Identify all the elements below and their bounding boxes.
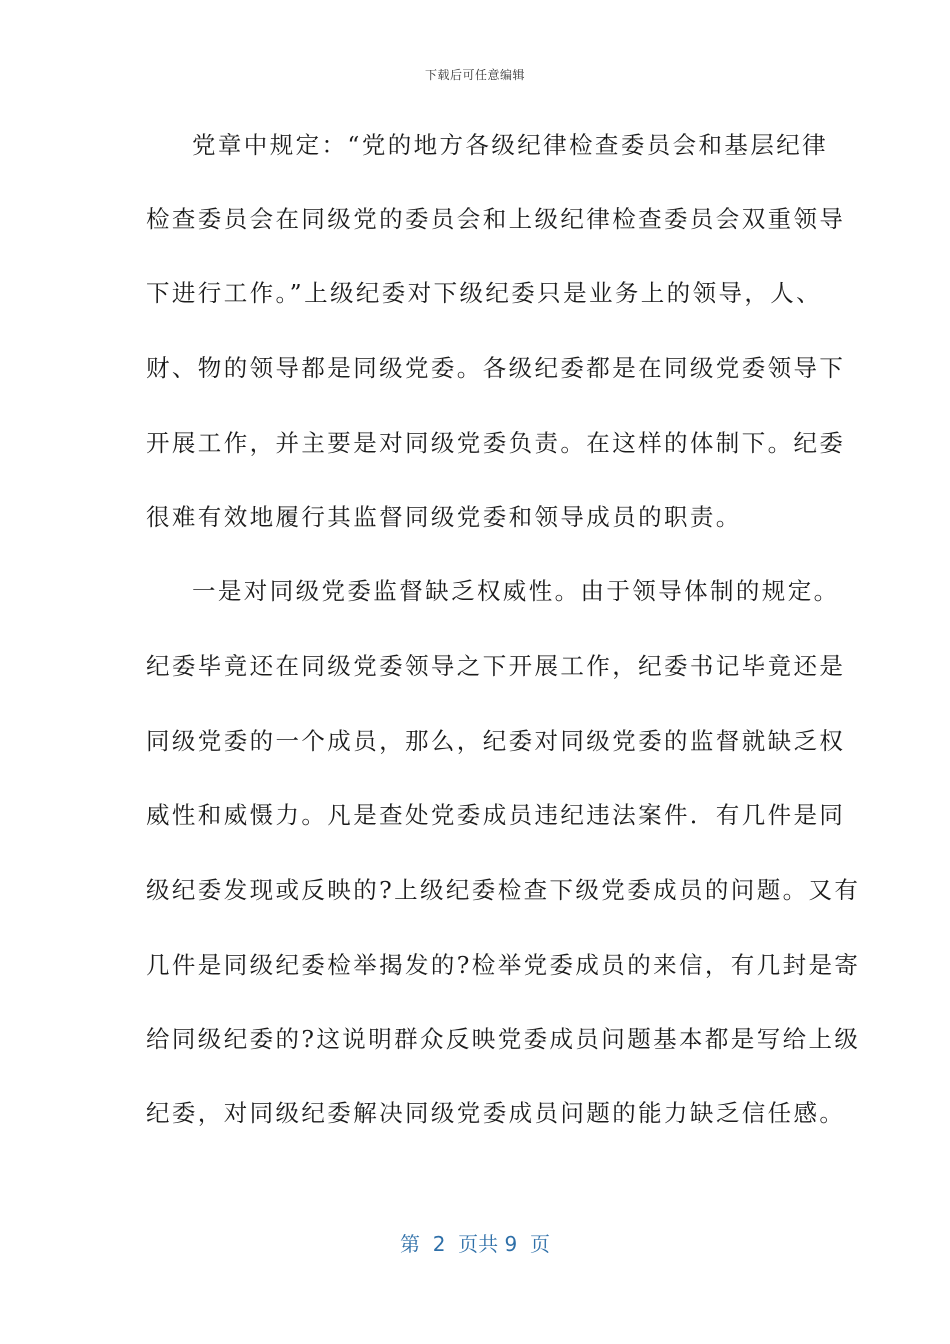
page-number-footer: 第 2 页共 9 页: [400, 1232, 550, 1256]
paragraph-1-line-5: 开展工作，并主要是对同级党委负责。在这样的体制下。纪委: [146, 429, 846, 457]
paragraph-1-line-2: 检查委员会在同级党的委员会和上级纪律检查委员会双重领导: [146, 205, 846, 233]
paragraph-1-line-4: 财、物的领导都是同级党委。各级纪委都是在同级党委领导下: [146, 354, 846, 382]
paragraph-2-line-4: 威性和威慑力。凡是查处党委成员违纪违法案件．有几件是同: [146, 801, 846, 829]
paragraph-2-line-6: 几件是同级纪委检举揭发的?检举党委成员的来信，有几封是寄: [146, 951, 861, 979]
paragraph-2-line-7: 给同级纪委的?这说明群众反映党委成员问题基本都是写给上级: [146, 1025, 861, 1053]
page-header: 下载后可任意编辑: [424, 68, 525, 82]
paragraph-2-line-3: 同级党委的一个成员，那么，纪委对同级党委的监督就缺乏权: [146, 727, 846, 755]
paragraph-2-line-2: 纪委毕竟还在同级党委领导之下开展工作，纪委书记毕竟还是: [146, 652, 846, 680]
paragraph-1-line-6: 很难有效地履行其监督同级党委和领导成员的职责。: [146, 503, 742, 531]
paragraph-2-line-1: 一是对同级党委监督缺乏权威性。由于领导体制的规定。: [192, 577, 840, 605]
paragraph-1-line-3: 下进行工作。”上级纪委对下级纪委只是业务上的领导，人、: [146, 279, 823, 307]
paragraph-2-line-5: 级纪委发现或反映的?上级纪委检查下级党委成员的问题。又有: [146, 876, 861, 904]
paragraph-1-line-1: 党章中规定：“党的地方各级纪律检查委员会和基层纪律: [192, 131, 829, 159]
paragraph-2-line-8: 纪委，对同级纪委解决同级党委成员问题的能力缺乏信任感。: [146, 1099, 846, 1127]
